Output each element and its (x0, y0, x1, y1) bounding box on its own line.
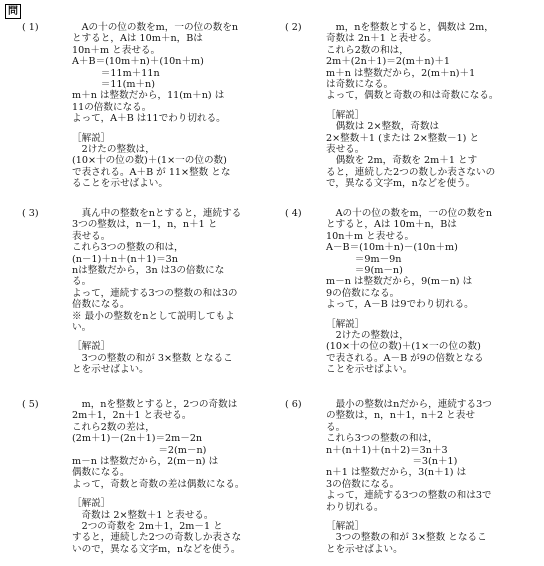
text-line: ※ 最小の整数をnとして説明してもよ (72, 310, 235, 322)
header-mark: 問 (5, 4, 21, 19)
text-line: ［解説］ (326, 109, 365, 121)
text-line: (10×十の位の数)＋(1×一の位の数) (72, 155, 227, 167)
text-line: すると，連続した2つの奇数しか表さな (72, 532, 242, 544)
text-line: 偶数は 2×整数，奇数は (326, 121, 440, 133)
text-line: 2m＋(2n＋1)＝2(m＋n)＋1 (326, 56, 451, 68)
text-line: よって，連続する3つの整数の和は3で (326, 490, 492, 502)
text-line: で表される。A－B が9の倍数となる (326, 352, 484, 364)
text-line: とを示せばよい。 (72, 364, 149, 376)
problem-number: ( 3) (22, 208, 39, 219)
text-line: ［解説］ (326, 520, 365, 532)
text-line: ＝3(n＋1) (326, 455, 458, 467)
text-line: よって，A＋B は11でわり切れる。 (72, 113, 226, 125)
text-line: 11の倍数になる。 (72, 101, 152, 113)
text-line: A＋B＝(10m＋n)＋(10n＋m) (72, 56, 204, 68)
text-line: は奇数になる。 (326, 78, 394, 90)
text-line: Aの十の位の数をm，一の位の数をn (326, 208, 493, 219)
text-line: とすると，Aは 10m＋n，Bは (326, 219, 457, 231)
text-line: これら3つの整数の和は， (326, 433, 438, 445)
text-line: 2けたの整数は， (72, 143, 155, 155)
text-line: nは整数だから，3n は3の倍数にな (72, 264, 225, 276)
problem-body (72, 399, 245, 555)
text-line: n＋1 は整数だから，3(n＋1) は (326, 467, 467, 479)
text-line: よって，A－B は9でわり切れる。 (326, 299, 474, 311)
text-line: よって，奇数と奇数の差は偶数になる。 (72, 478, 245, 490)
text-line: ることを示せばよい。 (72, 178, 168, 190)
text-line: ［解説］ (326, 318, 365, 330)
text-line: ［解説］ (72, 132, 111, 144)
text-line: 偶数になる。 (72, 467, 130, 479)
text-line: 2つの奇数を 2m＋1，2m－1 と (72, 520, 223, 532)
text-line: (2m＋1)－(2n＋1)＝2m－2n (72, 433, 203, 445)
problem-number: ( 5) (22, 399, 39, 410)
text-line: で，異なる文字m，nなどを使う。 (326, 178, 476, 190)
text-line: の整数は，n，n＋1，n＋2 と表せ (326, 410, 475, 422)
text-line: m－n は整数だから，2(m－n) は (72, 455, 219, 467)
text-line: ると，連続した2つの数しか表さないの (326, 166, 496, 178)
text-line: m，nを整数とすると，偶数は 2m， (326, 22, 494, 33)
text-line (326, 102, 499, 110)
text-line: 奇数は 2×整数＋1 と表せる。 (72, 509, 214, 521)
text-line: これら2数の和は， (326, 44, 409, 56)
text-line: で表される。A＋B が 11×整数 とな (72, 166, 231, 178)
text-line: 10n＋m と表せる。 (326, 230, 415, 242)
text-line: わり切れる。 (326, 501, 384, 513)
text-line: ＝11(m＋n) (72, 78, 155, 90)
text-line: 表せる。 (326, 143, 365, 155)
text-line: ことを示せばよい。 (326, 364, 413, 376)
problem-number: ( 2) (285, 22, 302, 33)
text-line: 2×整数＋1 (または 2×整数－1) と (326, 132, 480, 144)
text-line: よって，偶数と奇数の和は奇数になる。 (326, 90, 499, 102)
text-line: とを示せばよい。 (326, 543, 403, 555)
text-line: (n－1)＋n＋(n＋1)＝3n (72, 253, 178, 265)
text-line: m，nを整数とすると，2つの奇数は (72, 399, 238, 410)
problem-5 (22, 399, 284, 564)
problem-2 (285, 22, 543, 190)
text-line: ［解説］ (72, 498, 111, 510)
text-line: 最小の整数はnだから，連続する3つ (326, 399, 492, 410)
text-line: る。 (326, 421, 346, 433)
text-line: 3つの整数の和が 3×整数 となるこ (72, 352, 233, 364)
problem-body (326, 399, 492, 555)
text-line: 偶数を 2m，奇数を 2m＋1 とす (326, 155, 478, 167)
text-line: これら2数の差は， (72, 421, 155, 433)
problem-number: ( 1) (22, 22, 39, 33)
text-line: よって，連続する3つの整数の和は3の (72, 287, 238, 299)
text-line: ＝2(m－n) (72, 444, 207, 456)
text-line: A－B＝(10m＋n)－(10n＋m) (326, 242, 458, 254)
problem-body (326, 208, 492, 375)
problem-body (72, 22, 238, 189)
text-line: い。 (72, 321, 92, 333)
text-line: (10×十の位の数)＋(1×一の位の数) (326, 341, 481, 353)
problem-4 (285, 208, 543, 388)
text-line: 3の倍数になる。 (326, 478, 400, 490)
text-line: 9の倍数になる。 (326, 287, 400, 299)
text-line: ＝11m＋11n (72, 67, 160, 79)
text-line: 倍数になる。 (72, 299, 130, 311)
text-line: Aの十の位の数をm，一の位の数をn (72, 22, 239, 33)
text-line (326, 311, 492, 319)
problem-3 (22, 208, 284, 388)
problem-number: ( 6) (285, 399, 302, 410)
text-line: ＝9m－9n (326, 253, 402, 265)
text-line: ［解説］ (72, 341, 111, 353)
problem-body (72, 208, 241, 375)
text-line (72, 125, 238, 133)
text-line: とすると，Aは 10m＋n，Bは (72, 33, 203, 45)
text-line: これら3つの整数の和は， (72, 242, 184, 254)
problem-1 (22, 22, 284, 190)
text-line: 10n＋m と表せる。 (72, 44, 161, 56)
text-line: n＋(n＋1)＋(n＋2)＝3n＋3 (326, 444, 448, 456)
text-line: 2けたの整数は， (326, 329, 409, 341)
problem-number: ( 4) (285, 208, 302, 219)
text-line: 奇数は 2n＋1 と表せる。 (326, 33, 437, 45)
text-line: 2m＋1，2n＋1 と表せる。 (72, 410, 192, 422)
text-line: m＋n は整数だから，11(m＋n) は (72, 90, 225, 102)
text-line: いので，異なる文字m，nなどを使う。 (72, 543, 241, 555)
text-line: 3つの整数の和が 3×整数 となるこ (326, 532, 487, 544)
text-line (72, 490, 245, 498)
text-line: 真ん中の整数をnとすると，連続する (72, 208, 242, 219)
text-line: m－n は整数だから，9(m－n) は (326, 276, 473, 288)
problem-body (326, 22, 499, 189)
text-line: る。 (72, 276, 92, 288)
text-line: ＝9(m－n) (326, 264, 403, 276)
text-line: 表せる。 (72, 230, 111, 242)
problem-6 (285, 399, 543, 564)
text-line (326, 513, 492, 521)
text-line: m＋n は整数だから，2(m＋n)＋1 (326, 67, 476, 79)
text-line: 3つの整数は，n－1，n，n＋1 と (72, 219, 218, 231)
